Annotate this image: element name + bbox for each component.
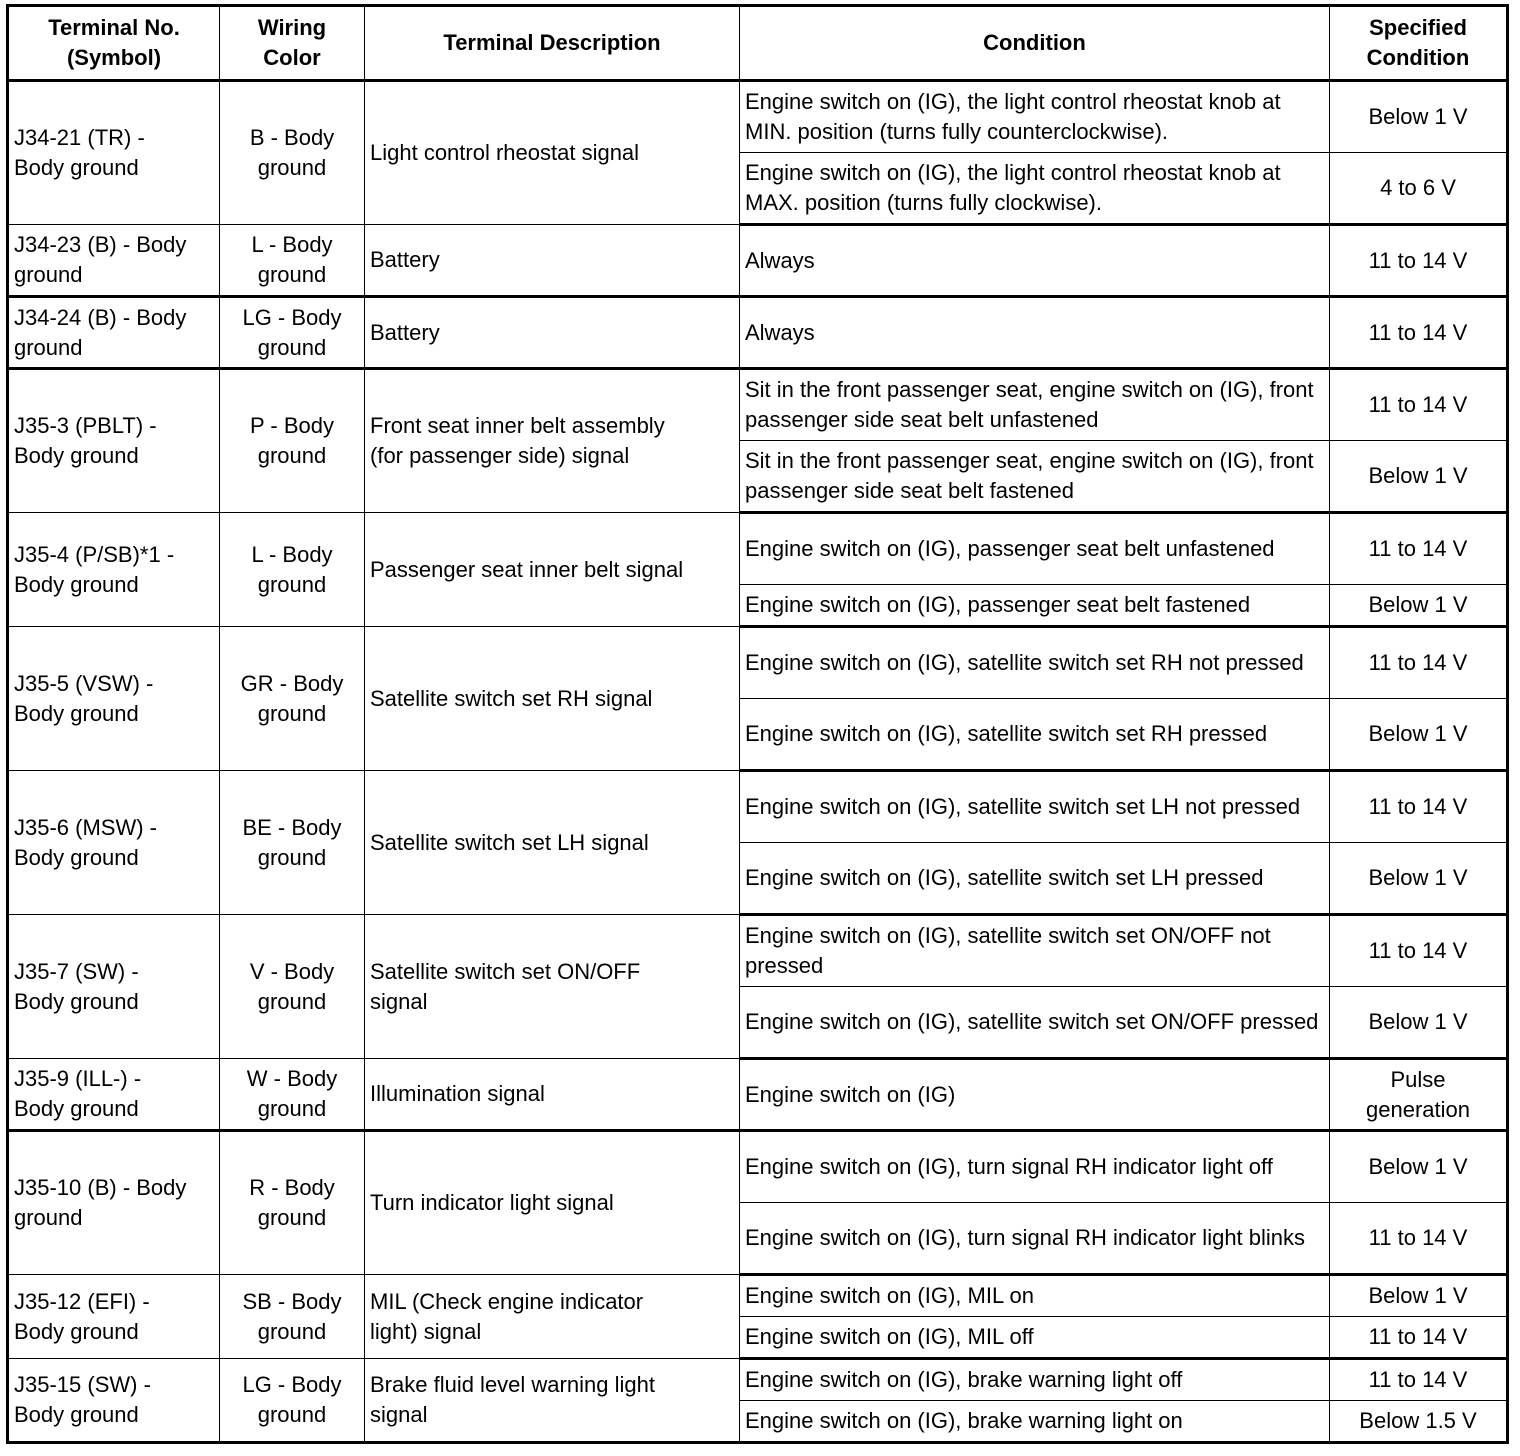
terminal-cell: J35-7 (SW) - Body ground <box>8 915 220 1059</box>
specified-condition-cell: Below 1 V <box>1330 987 1508 1059</box>
wiring-color-cell: W - Body ground <box>220 1059 365 1131</box>
condition-cell: Engine switch on (IG), brake warning light off <box>740 1359 1330 1401</box>
terminal-cell: J35-15 (SW) - Body ground <box>8 1359 220 1443</box>
terminal-description-cell: Illumination signal <box>365 1059 740 1131</box>
terminal-description-cell: Satellite switch set RH signal <box>365 627 740 771</box>
header-description: Terminal Description <box>365 6 740 81</box>
terminal-description-cell: Turn indicator light signal <box>365 1131 740 1275</box>
terminal-table <box>6 4 1509 1444</box>
table-row <box>8 1131 1508 1203</box>
terminal-description-cell: Front seat inner belt assembly (for passenger side) signal <box>365 369 740 513</box>
terminal-description-cell: Passenger seat inner belt signal <box>365 513 740 627</box>
condition-cell: Engine switch on (IG) <box>740 1059 1330 1131</box>
table-row <box>8 915 1508 987</box>
condition-cell: Sit in the front passenger seat, engine switch on (IG), front passenger side seat belt fastened <box>740 441 1330 513</box>
condition-cell: Engine switch on (IG), brake warning light on <box>740 1401 1330 1443</box>
wiring-color-cell: R - Body ground <box>220 1131 365 1275</box>
terminal-cell: J34-23 (B) - Body ground <box>8 225 220 297</box>
wiring-color-cell: LG - Body ground <box>220 297 365 369</box>
specified-condition-cell: Below 1 V <box>1330 585 1508 627</box>
specified-condition-cell: Below 1 V <box>1330 699 1508 771</box>
specified-condition-cell: Below 1 V <box>1330 441 1508 513</box>
header-wiring-line2: Color <box>263 45 321 70</box>
header-wiring-line1: Wiring <box>257 15 327 40</box>
wiring-color-cell: V - Body ground <box>220 915 365 1059</box>
condition-cell: Engine switch on (IG), turn signal RH indicator light blinks <box>740 1203 1330 1275</box>
wiring-color-cell: B - Body ground <box>220 81 365 225</box>
specified-condition-cell: 11 to 14 V <box>1330 1317 1508 1359</box>
wiring-color-cell: GR - Body ground <box>220 627 365 771</box>
condition-cell: Always <box>740 297 1330 369</box>
specified-condition-cell: 11 to 14 V <box>1330 1359 1508 1401</box>
header-specified-line1: Specified <box>1369 15 1467 40</box>
specified-condition-cell: 11 to 14 V <box>1330 513 1508 585</box>
specified-condition-cell: Below 1 V <box>1330 1131 1508 1203</box>
condition-cell: Engine switch on (IG), satellite switch set LH not pressed <box>740 771 1330 843</box>
specified-condition-cell: 11 to 14 V <box>1330 915 1508 987</box>
terminal-description-cell: Satellite switch set ON/OFF signal <box>365 915 740 1059</box>
terminal-cell: J35-5 (VSW) - Body ground <box>8 627 220 771</box>
terminal-description-cell: Brake fluid level warning light signal <box>365 1359 740 1443</box>
specified-condition-cell: 11 to 14 V <box>1330 225 1508 297</box>
wiring-color-cell: L - Body ground <box>220 513 365 627</box>
terminal-cell: J34-21 (TR) - Body ground <box>8 81 220 225</box>
terminal-description-cell: Satellite switch set LH signal <box>365 771 740 915</box>
condition-cell: Engine switch on (IG), satellite switch set RH pressed <box>740 699 1330 771</box>
wiring-color-cell: P - Body ground <box>220 369 365 513</box>
table-row <box>8 369 1508 441</box>
condition-cell: Engine switch on (IG), MIL off <box>740 1317 1330 1359</box>
specified-condition-cell: 11 to 14 V <box>1330 771 1508 843</box>
specified-condition-cell: Below 1 V <box>1330 81 1508 153</box>
wiring-color-cell: L - Body ground <box>220 225 365 297</box>
specified-condition-cell: Below 1 V <box>1330 1275 1508 1317</box>
header-wiring <box>220 6 365 81</box>
terminal-cell: J35-9 (ILL-) - Body ground <box>8 1059 220 1131</box>
table-body <box>8 81 1508 1443</box>
condition-cell: Engine switch on (IG), the light control rheostat knob at MIN. position (turns fully counterclockwise). <box>740 81 1330 153</box>
table-row <box>8 297 1508 369</box>
terminal-cell: J35-10 (B) - Body ground <box>8 1131 220 1275</box>
condition-cell: Engine switch on (IG), passenger seat belt unfastened <box>740 513 1330 585</box>
condition-cell: Engine switch on (IG), turn signal RH indicator light off <box>740 1131 1330 1203</box>
specified-condition-cell: Pulse generation <box>1330 1059 1508 1131</box>
table-row <box>8 513 1508 585</box>
table-row <box>8 1275 1508 1317</box>
header-specified-line2: Condition <box>1366 45 1470 70</box>
terminal-description-cell: Battery <box>365 225 740 297</box>
terminal-cell: J35-12 (EFI) - Body ground <box>8 1275 220 1359</box>
condition-cell: Engine switch on (IG), satellite switch set LH pressed <box>740 843 1330 915</box>
terminal-description-cell: MIL (Check engine indicator light) signal <box>365 1275 740 1359</box>
terminal-description-cell: Battery <box>365 297 740 369</box>
table-row <box>8 1059 1508 1131</box>
table-row <box>8 627 1508 699</box>
specified-condition-cell: 4 to 6 V <box>1330 153 1508 225</box>
terminal-description-cell: Light control rheostat signal <box>365 81 740 225</box>
condition-cell: Sit in the front passenger seat, engine switch on (IG), front passenger side seat belt unfastened <box>740 369 1330 441</box>
header-condition: Condition <box>740 6 1330 81</box>
condition-cell: Engine switch on (IG), satellite switch set ON/OFF pressed <box>740 987 1330 1059</box>
condition-cell: Engine switch on (IG), the light control rheostat knob at MAX. position (turns fully clockwise). <box>740 153 1330 225</box>
specified-condition-cell: 11 to 14 V <box>1330 297 1508 369</box>
header-terminal-line2: (Symbol) <box>66 45 162 70</box>
wiring-color-cell: BE - Body ground <box>220 771 365 915</box>
terminal-cell: J34-24 (B) - Body ground <box>8 297 220 369</box>
wiring-color-cell: LG - Body ground <box>220 1359 365 1443</box>
condition-cell: Engine switch on (IG), satellite switch set RH not pressed <box>740 627 1330 699</box>
condition-cell: Always <box>740 225 1330 297</box>
table-row <box>8 1359 1508 1401</box>
specified-condition-cell: 11 to 14 V <box>1330 369 1508 441</box>
terminal-cell: J35-6 (MSW) - Body ground <box>8 771 220 915</box>
table-row <box>8 225 1508 297</box>
table-row <box>8 771 1508 843</box>
condition-cell: Engine switch on (IG), MIL on <box>740 1275 1330 1317</box>
table-row <box>8 81 1508 153</box>
terminal-cell: J35-3 (PBLT) - Body ground <box>8 369 220 513</box>
header-row <box>8 6 1508 81</box>
condition-cell: Engine switch on (IG), passenger seat belt fastened <box>740 585 1330 627</box>
terminal-cell: J35-4 (P/SB)*1 - Body ground <box>8 513 220 627</box>
specified-condition-cell: Below 1 V <box>1330 843 1508 915</box>
wiring-color-cell: SB - Body ground <box>220 1275 365 1359</box>
header-terminal <box>8 6 220 81</box>
specified-condition-cell: Below 1.5 V <box>1330 1401 1508 1443</box>
header-specified <box>1330 6 1508 81</box>
specified-condition-cell: 11 to 14 V <box>1330 1203 1508 1275</box>
header-terminal-line1: Terminal No. <box>48 15 180 40</box>
condition-cell: Engine switch on (IG), satellite switch set ON/OFF not pressed <box>740 915 1330 987</box>
specified-condition-cell: 11 to 14 V <box>1330 627 1508 699</box>
